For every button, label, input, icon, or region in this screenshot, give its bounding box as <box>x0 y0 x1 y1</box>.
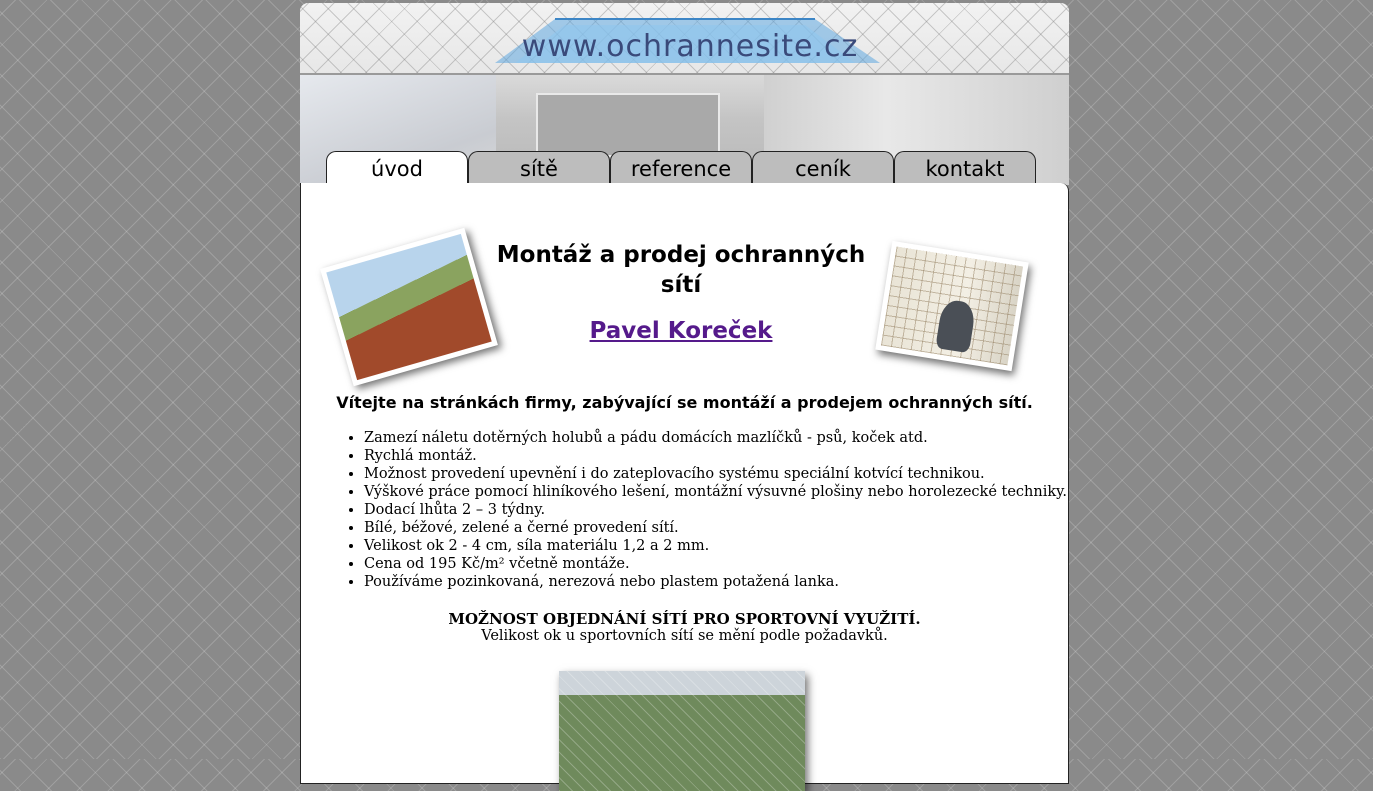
page-title: Montáž a prodej ochranných sítí <box>496 242 866 298</box>
list-item: • Dodací lhůta 2 – 3 týdny. <box>364 501 1084 519</box>
list-item: • Velikost ok 2 - 4 cm, síla materiálu 1,2 a 2 mm. <box>364 537 1084 555</box>
sport-net-photo <box>559 671 805 791</box>
list-item: • Bílé, béžové, zelené a černé provedení sítí. <box>364 519 1084 537</box>
list-item: • Výškové práce pomocí hliníkového lešení, montážní výsuvné plošiny nebo horolezecké techniky. <box>364 483 1084 501</box>
list-item: • Cena od 195 Kč/m² včetně montáže. <box>364 555 1084 573</box>
page-container <box>300 3 1069 763</box>
tab-kontakt[interactable]: kontakt <box>894 151 1036 184</box>
site-logo[interactable]: www.ochrannesite.cz <box>521 29 859 64</box>
welcome-heading: Vítejte na stránkách firmy, zabývající se montáží a prodejem ochranných sítí. <box>336 393 1033 412</box>
sport-nets-heading: MOŽNOST OBJEDNÁNÍ SÍTÍ PRO SPORTOVNÍ VYUŽITÍ. <box>448 610 921 628</box>
sport-net-photo-image <box>559 671 805 791</box>
roof-net-photo <box>320 228 498 387</box>
content-panel <box>300 183 1069 784</box>
owner-link[interactable]: Pavel Koreček <box>589 318 773 344</box>
list-item: • Používáme pozinkovaná, nerezová nebo plastem potažená lanka. <box>364 573 1084 591</box>
header-photo-window <box>536 93 720 157</box>
list-item: • Zamezí náletu dotěrných holubů a pádu domácích mazlíčků - psů, koček atd. <box>364 429 1084 447</box>
sport-nets-text: Velikost ok u sportovních sítí se mění podle požadavků. <box>481 628 888 644</box>
balcony-cat-photo-image <box>881 247 1023 366</box>
tab-uvod[interactable]: úvod <box>326 151 468 185</box>
site-header <box>300 3 1069 185</box>
cat-figure <box>935 299 976 354</box>
tab-reference[interactable]: reference <box>610 151 752 184</box>
list-item: • Možnost provedení upevnění i do zateplovacího systému speciální kotvící technikou. <box>364 465 1084 483</box>
balcony-cat-photo <box>875 241 1029 371</box>
logo-band <box>300 3 1069 75</box>
tab-cenik[interactable]: ceník <box>752 151 894 184</box>
roof-net-photo-image <box>326 234 491 380</box>
tab-site[interactable]: sítě <box>468 151 610 184</box>
list-item: • Rychlá montáž. <box>364 447 1084 465</box>
feature-list <box>323 429 1084 591</box>
